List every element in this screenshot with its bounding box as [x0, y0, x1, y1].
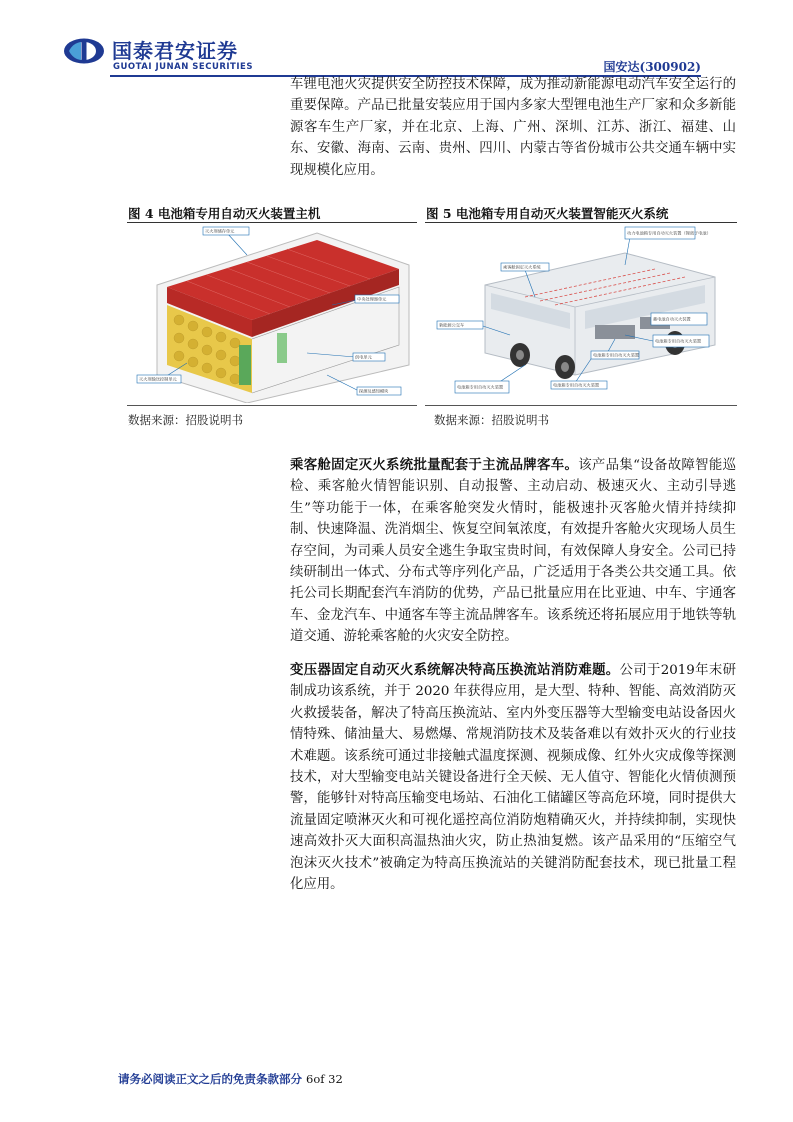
- page-number: 6of 32: [306, 1072, 343, 1086]
- paragraph-transformer-system: [290, 660, 736, 895]
- bus-fire-system-illustration: [425, 225, 737, 403]
- figure-5-top-rule: [425, 222, 737, 223]
- fig4-label-delivery: 灭火剂输送控制单元: [139, 376, 177, 382]
- fig5-label-cabin: 乘客舱固定灭火系统: [503, 264, 541, 270]
- paragraph-cabin-system: [290, 455, 736, 648]
- paragraph-cabin-body: 该产品集“设备故障智能巡检、乘客舱火情智能识别、自动报警、主动启动、极速灭火、主动引导逃生”等功能于一体，在乘客舱突发火情时，能极速扑灭客舱火情并持续抑制、快速降温、洗消烟尘、恢复空间氧浓度，有效提升客舱火灾现场人员生存空间，为司乘人员安全逃生争取宝贵时间，有效保障人身安全。公司已持续研制出一体式、分布式等序列化产品，广泛适用于各类公共交通工具。依托公司长期配套汽车消防的优势，产品已批量应用在比亚迪、中车、宇通客车、金龙汽车、中通客车等主流品牌客车。该系统还将拓展应用于地铁等轨道交通、游轮乘客舱的火灾安全防控。: [290, 458, 736, 645]
- figure-5-image: [425, 225, 737, 403]
- paragraph-transformer-lead: 变压器固定自动灭火系统解决特高压换流站消防难题。: [290, 662, 620, 678]
- fig5-label-box-d: 电池箱专用自动灭火装置: [593, 352, 640, 358]
- fig5-label-box-b: 电池箱专用自动灭火装置: [457, 384, 504, 390]
- figure-4-title: 图 4 电池箱专用自动灭火装置主机: [128, 206, 321, 221]
- figure-4-image: [127, 225, 417, 403]
- fig4-label-power: 供电单元: [355, 354, 372, 360]
- figure-5-title: 图 5 电池箱专用自动灭火装置智能灭火系统: [426, 206, 669, 221]
- fig5-label-box-c: 电池箱专用自动灭火装置: [553, 382, 600, 388]
- figure-4-bottom-rule: [127, 405, 417, 406]
- report-code: 国安达(300902): [603, 60, 701, 74]
- fig5-label-box-a: 电池箱专用自动灭火装置: [655, 338, 702, 344]
- figure-4-source: 数据来源：招股说明书: [128, 413, 243, 427]
- intro-paragraph: 车锂电池火灾提供安全防控技术保障，成为推动新能源电动汽车安全运行的重要保障。产品已批量安装应用于国内多家大型锂电池生产厂家和众多新能源客车生产厂家，并在北京、上海、广州、深圳、江苏、浙江、福建、山东、安徽、海南、云南、贵州、四川、内蒙古等省份城市公共交通车辆中实现规模化应用。: [290, 77, 736, 178]
- footer-disclaimer: 请务必阅读正文之后的免责条款部分: [118, 1072, 302, 1086]
- paragraph-transformer-body: 公司于2019年末研制成功该系统，并于 2020 年获得应用，是大型、特种、智能、高效消防灭火救援装备，解决了特高压换流站、室内外变压器等大型输变电站设备因火情特殊、储油量大、易燃爆、常规消防技术及装备难以有效扑灭火的行业技术难题。该系统可通过非接触式温度探测、视频成像、红外火灾成像等探测技术，对大型输变电站关键设备进行全天候、无人值守、智能化火情侦测预警，能够针对特高压输变电场站、石油化工储罐区等高危环境，同时提供大流量固定喷淋灭火和可视化遥控高位消防炮精确灭火，并持续抑制，实现快速高效扑灭大面积高温热油火灾，防止热油复燃。该产品采用的“压缩空气泡沫灭火技术”被确定为特高压换流站的关键消防配套技术，现已批量工程化应用。: [290, 663, 737, 893]
- paragraph-cabin-lead: 乘客舱固定灭火系统批量配套于主流品牌客车。: [290, 457, 579, 473]
- fig5-label-battery-li: 动力电池箱专用自动灭火装置（锂离子电池）: [627, 230, 711, 236]
- page-footer: [118, 1071, 343, 1087]
- battery-box-extinguisher-illustration: [127, 225, 417, 403]
- fig4-label-cpu: 中央处理器单元: [357, 296, 387, 302]
- fig5-label-bus: 新能源公交车: [439, 322, 465, 328]
- figure-4-top-rule: [127, 222, 417, 223]
- company-name-en: GUOTAI JUNAN SECURITIES: [113, 62, 253, 72]
- fig5-label-accumulator: 蓄电池自动灭火装置: [653, 316, 691, 322]
- page-header: [0, 0, 793, 78]
- figure-5-bottom-rule: [425, 405, 737, 406]
- fig4-label-detection: 探测及感知模块: [359, 388, 389, 394]
- figure-5-source: 数据来源：招股说明书: [434, 413, 549, 427]
- guotai-junan-logo-icon: [63, 38, 105, 64]
- company-name-cn: 国泰君安证券: [112, 39, 238, 63]
- fig4-label-storage: 灭火剂储存单元: [205, 228, 235, 234]
